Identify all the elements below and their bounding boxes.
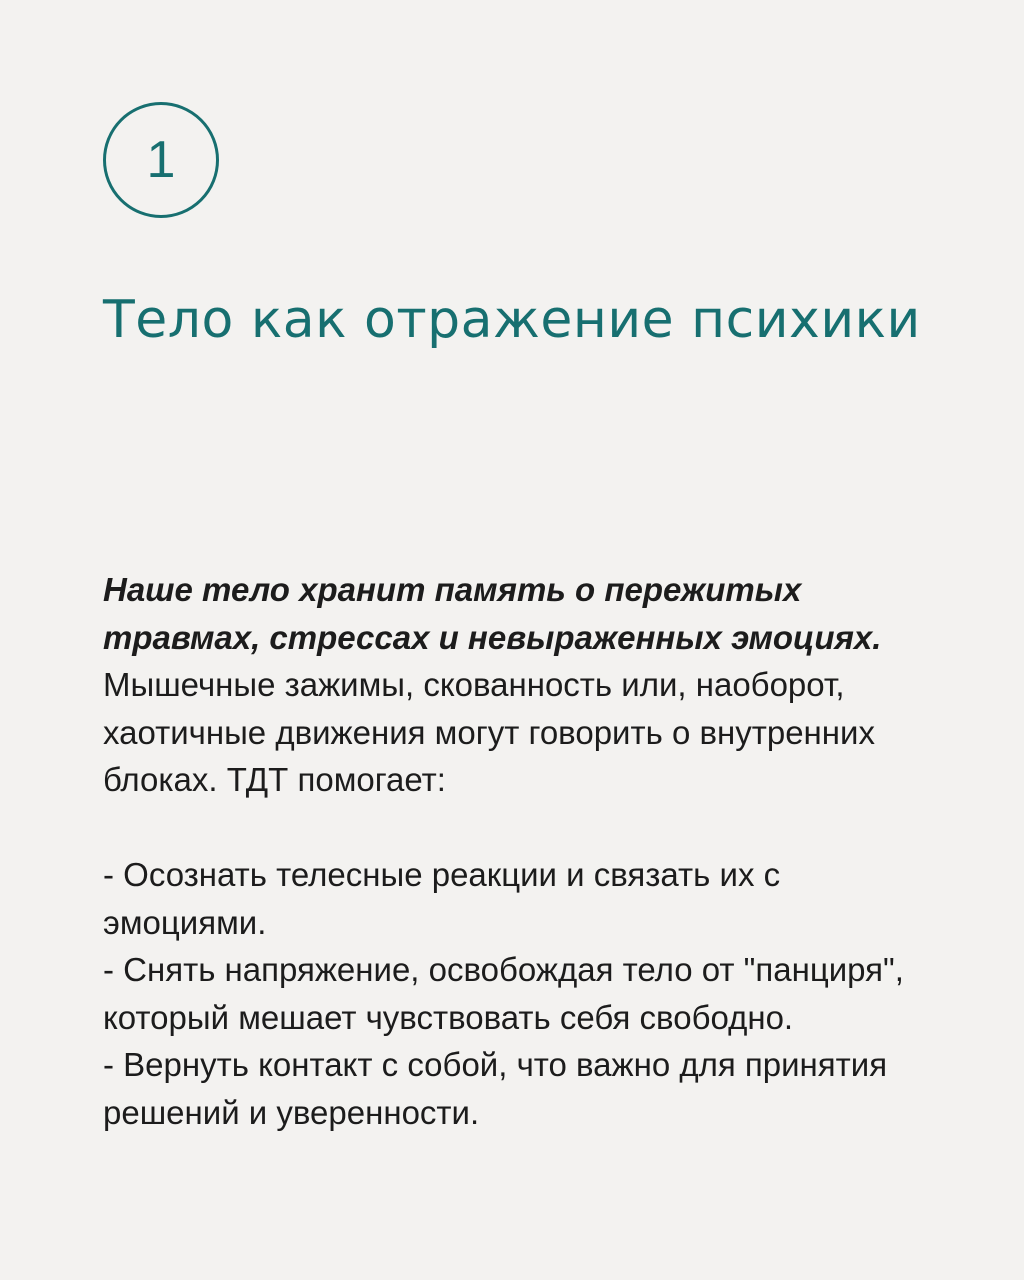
intro-lead-rest: Мышечные зажимы, скованность или, наоборот, хаотичные движения могут говорить о внутренних блоках. ТДТ помогает: xyxy=(103,666,875,798)
slide-number-badge xyxy=(103,102,219,218)
slide-title: Тело как отражение психики xyxy=(103,290,921,350)
list-item: - Вернуть контакт с собой, что важно для принятия решений и уверенности. xyxy=(103,1046,888,1131)
body-text xyxy=(103,566,923,1136)
intro-paragraph xyxy=(103,566,923,804)
slide-number: 1 xyxy=(146,131,176,189)
intro-lead-bold: Наше тело хранит память о пережитых травмах, стрессах и невыраженных эмоциях. xyxy=(103,571,882,656)
list-item: - Снять напряжение, освобождая тело от "панциря", который мешает чувствовать себя свободно. xyxy=(103,951,904,1036)
benefits-list xyxy=(103,851,923,1136)
list-item: - Осознать телесные реакции и связать их с эмоциями. xyxy=(103,856,781,941)
